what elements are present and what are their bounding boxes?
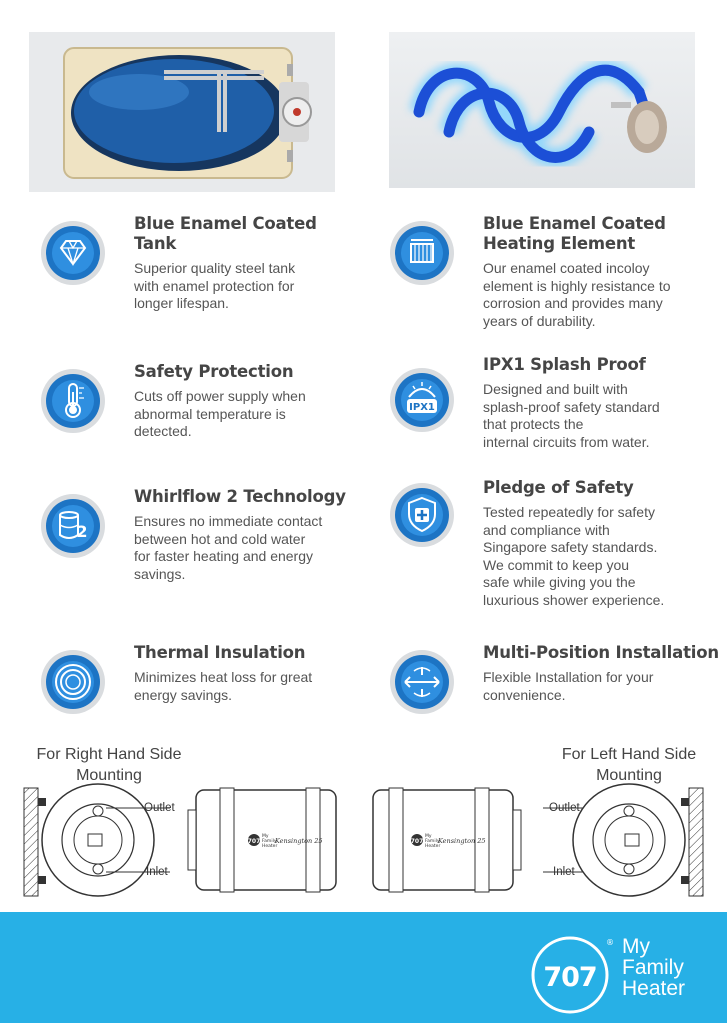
feature-desc-line: Tested repeatedly for safety xyxy=(483,504,655,520)
left-mount-diagram xyxy=(367,780,707,905)
feature-title: Blue Enamel Coated xyxy=(134,214,317,233)
feature-title: Safety Protection xyxy=(134,362,294,381)
multi-position-icon xyxy=(389,649,455,715)
feature-title-line2: Heating Element xyxy=(483,234,636,253)
insulation-icon xyxy=(40,649,106,715)
feature-desc-line: Superior quality steel tank xyxy=(134,260,296,276)
brand-logo xyxy=(530,935,614,1015)
feature-desc-line: Cuts off power supply when xyxy=(134,388,306,404)
shield-icon xyxy=(389,482,455,548)
feature-desc-line: internal circuits from water. xyxy=(483,433,650,450)
brand-line: Heater xyxy=(622,977,686,1000)
product-logo-number: 707 xyxy=(247,838,261,845)
product-model-name: Kensington 25 xyxy=(438,837,486,845)
feature-title: Whirlflow 2 Technology xyxy=(134,487,346,506)
feature-desc-line: and compliance with xyxy=(483,521,610,538)
inlet-label: Inlet xyxy=(146,866,168,878)
feature-title: Blue Enamel Coated xyxy=(483,214,666,233)
product-logo-number: 707 xyxy=(410,838,424,845)
enamel-tank-photo xyxy=(29,32,335,192)
outlet-label: Outlet xyxy=(549,802,580,814)
feature-desc-line: splash-proof safety standard xyxy=(483,398,660,415)
heating-element-icon xyxy=(389,220,455,286)
inlet-label: Inlet xyxy=(553,866,575,878)
feature-desc-line: between hot and cold water xyxy=(134,530,306,547)
feature-desc-line: Flexible Installation for your xyxy=(483,669,654,685)
feature-title: Thermal Insulation xyxy=(134,643,306,662)
feature-desc-line: that protects the xyxy=(483,416,584,432)
feature-title: IPX1 Splash Proof xyxy=(483,355,646,374)
right-mount-diagram xyxy=(20,780,360,905)
brand-line: My xyxy=(622,935,650,958)
thermometer-icon xyxy=(40,368,106,434)
feature-desc-line: Singapore safety standards. xyxy=(483,539,658,555)
ipx1-icon-label: IPX1 xyxy=(409,402,435,413)
feature-desc-line: detected. xyxy=(134,423,192,439)
mount-title-line: For Left Hand Side xyxy=(561,746,697,763)
registered-mark: ® xyxy=(606,938,614,947)
product-brand-line: Heater xyxy=(425,844,441,849)
product-brand-line: My xyxy=(425,834,432,839)
feature-title-line2: Tank xyxy=(134,234,177,253)
product-brand-line: Heater xyxy=(262,844,278,849)
product-brand-line: Family xyxy=(262,839,277,844)
feature-desc-line: longer lifespan. xyxy=(134,295,229,311)
logo-number: 707 xyxy=(543,962,597,993)
brand-name xyxy=(622,936,685,999)
feature-desc-line: abnormal temperature is xyxy=(134,405,286,422)
mount-title-line: Mounting xyxy=(596,767,662,784)
product-brand-line: My xyxy=(262,834,269,839)
diamond-icon xyxy=(40,220,106,286)
feature-title: Pledge of Safety xyxy=(483,478,634,497)
outlet-label: Outlet xyxy=(144,802,175,814)
feature-desc-line: We commit to keep you xyxy=(483,556,630,573)
footer-bar xyxy=(0,912,727,1023)
feature-desc-line: years of durability. xyxy=(483,312,596,329)
feature-title: Multi-Position Installation xyxy=(483,643,719,662)
feature-desc-line: with enamel protection for xyxy=(134,277,295,294)
heating-element-photo xyxy=(389,32,695,188)
feature-desc-line: for faster heating and energy xyxy=(134,548,314,564)
feature-desc-line: Minimizes heat loss for great xyxy=(134,669,313,685)
mount-title-line: For Right Hand Side xyxy=(36,746,182,763)
whirlflow-icon xyxy=(40,493,106,559)
feature-desc-line: Ensures no immediate contact xyxy=(134,513,323,529)
feature-desc-line: Our enamel coated incoloy xyxy=(483,260,650,276)
splash-proof-icon xyxy=(389,367,455,433)
svg-text:2: 2 xyxy=(76,522,88,541)
feature-desc-line: Designed and built with xyxy=(483,381,628,397)
feature-desc-line: element is highly resistance to xyxy=(483,277,671,294)
feature-desc-line: savings. xyxy=(134,565,186,582)
product-model-name: Kensington 25 xyxy=(275,837,323,845)
feature-desc-line: safe while giving you the xyxy=(483,574,636,590)
feature-desc-line: convenience. xyxy=(483,686,566,703)
product-brand-line: Family xyxy=(425,839,440,844)
feature-desc-line: corrosion and provides many xyxy=(483,295,663,311)
brand-line: Family xyxy=(622,956,684,979)
feature-desc-line: energy savings. xyxy=(134,686,233,703)
mount-title-line: Mounting xyxy=(76,767,142,784)
feature-desc-line: luxurious shower experience. xyxy=(483,591,665,608)
